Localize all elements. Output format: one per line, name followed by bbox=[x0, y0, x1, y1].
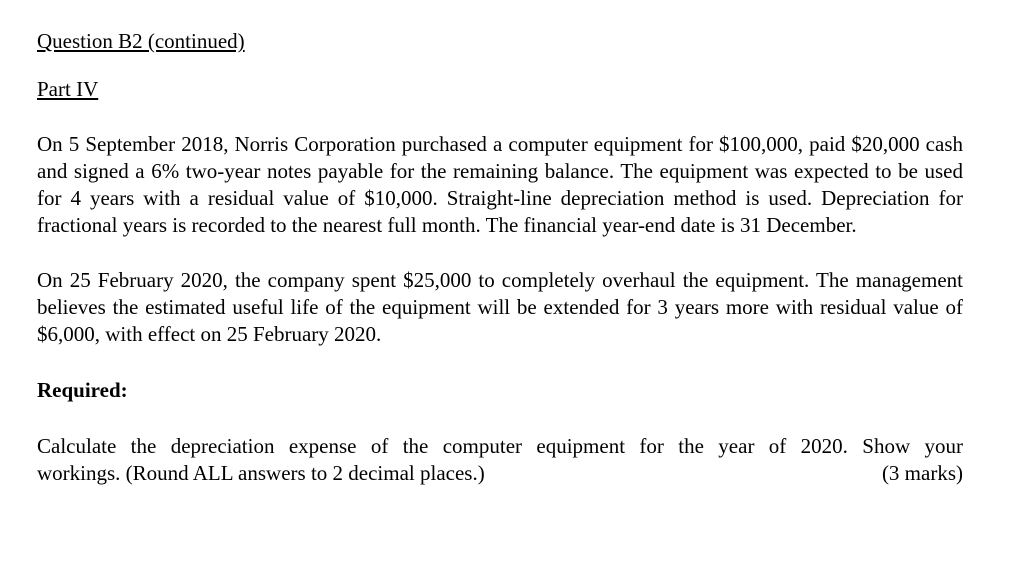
required-label: Required: bbox=[37, 378, 128, 402]
part-heading: Part IV bbox=[37, 77, 99, 101]
question-heading: Question B2 (continued) bbox=[37, 29, 245, 53]
paragraph-overhaul-details: On 25 February 2020, the company spent $25,000 to completely overhaul the equipment. The management believes the estimated useful life of the equipment will be extended for 3 years more with residual value of $6,000, with effect on 25 February 2020. bbox=[37, 268, 963, 346]
question-line-1: Calculate the depreciation expense of the computer equipment for the year of 2020. Show your bbox=[37, 434, 963, 458]
question-last-line bbox=[37, 460, 963, 487]
question-line-2: workings. (Round ALL answers to 2 decimal places.) bbox=[37, 461, 485, 485]
marks-label: (3 marks) bbox=[881, 461, 963, 485]
paragraph-purchase-details: On 5 September 2018, Norris Corporation purchased a computer equipment for $100,000, paid $20,000 cash and signed a 6% two-year notes payable for the remaining balance. The equipment was expected to be used for 4 years with a residual value of $10,000. Straight-line depreciation method is used. Depreciation for fractional years is recorded to the nearest full month. The financial year-end date is 31 December. bbox=[37, 132, 963, 237]
question-block bbox=[37, 433, 963, 487]
document-page bbox=[37, 28, 963, 487]
